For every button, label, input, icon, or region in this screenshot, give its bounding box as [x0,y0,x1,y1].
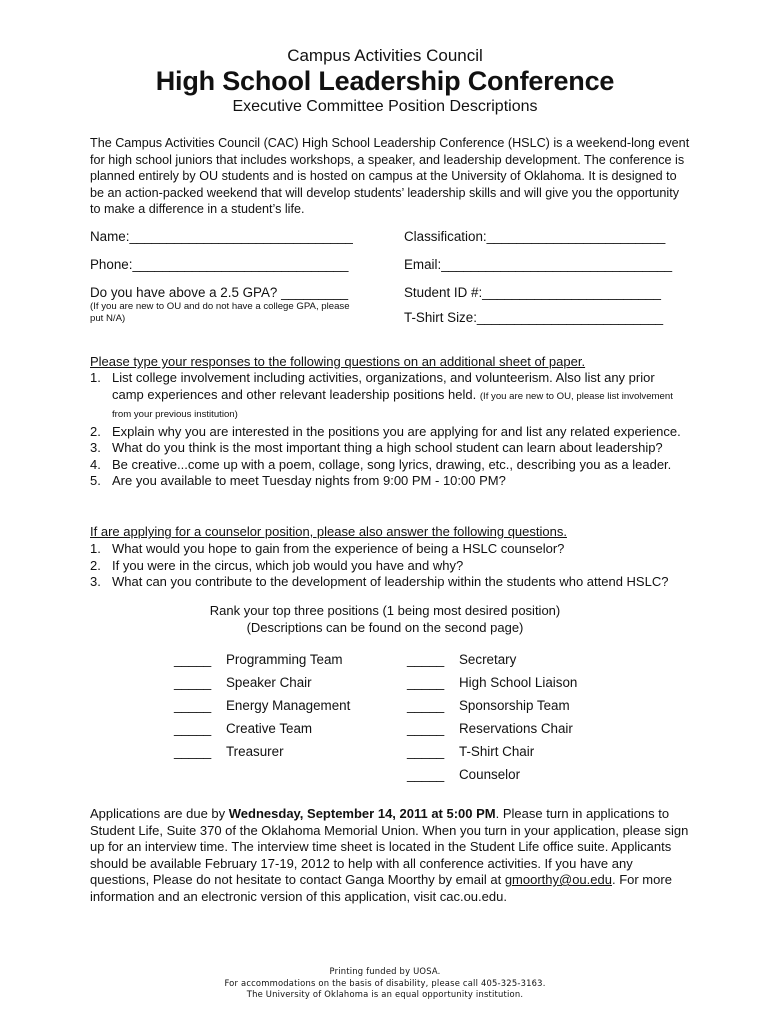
page-subtitle: Executive Committee Position Descriptions [232,98,538,115]
list-item: 2. Explain why you are interested in the positions you are applying for and list any related experience. [90,423,681,439]
list-item: 4. Be creative...come up with a poem, collage, song lyrics, drawing, etc., describing you as a leader. [90,456,672,472]
name-field[interactable]: Name:______________________________ [90,229,353,244]
rank-item-sponsorship-team[interactable]: _____ Sponsorship Team [407,698,570,713]
rank-item-speaker-chair[interactable]: _____ Speaker Chair [174,675,312,690]
rank-item-high-school-liaison[interactable]: _____ High School Liaison [407,675,578,690]
rank-item-treasurer[interactable]: _____ Treasurer [174,744,284,759]
questions-list [90,370,690,490]
council-name: Campus Activities Council [287,46,483,65]
rank-item-tshirt-chair[interactable]: _____ T-Shirt Chair [407,744,535,759]
list-item: 5. Are you available to meet Tuesday nights from 9:00 PM - 10:00 PM? [90,473,506,488]
phone-field[interactable]: Phone:_____________________________ [90,257,349,272]
gpa-field[interactable]: Do you have above a 2.5 GPA? _________ [90,285,349,300]
list-item: 1. List college involvement including activities, organizations, and volunteerism. Also list any prior camp experiences and other relevant leadership positions held. (If you are new to OU, please list involvement from your previous institution) [90,370,673,420]
rank-item-secretary[interactable]: _____ Secretary [407,652,517,667]
rank-item-reservations-chair[interactable]: _____ Reservations Chair [407,721,573,736]
rank-instructions: Rank your top three positions (1 being most desired position) [209,603,561,618]
student-id-field[interactable]: Student ID #:________________________ [404,285,661,300]
deadline-text: Wednesday, September 14, 2011 at 5:00 PM [228,806,496,821]
list-item: 3. What do you think is the most important thing a high school student can learn about leadership? [90,440,663,455]
questions-heading: Please type your responses to the following questions on an additional sheet of paper. [90,354,586,369]
tshirt-size-field[interactable]: T-Shirt Size:_________________________ [404,310,664,325]
counselor-questions-list [90,541,690,591]
footer-printing: Printing funded by UOSA. [329,966,441,976]
gpa-note: (If you are new to OU and do not have a college GPA, please put N/A) [90,301,350,324]
footer [0,966,770,1001]
counselor-heading: If are applying for a counselor position, please also answer the following questions. [90,524,567,539]
applications-paragraph: Applications are due by Wednesday, September 14, 2011 at 5:00 PM. Please turn in applications to Student Life, Suite 370 of the Oklahoma Memorial Union. When you turn in your application, please sign up for an interview time. The interview time sheet is located in the Student Life office suite. Applicants should be available February 17-19, 2012 to help with all conference activities. If you have any questions, Please do not hesitate to contact Ganga Moorthy by email at gmoorthy@ou.edu. For more information and an electronic version of this application, visit cac.ou.edu. [90,806,689,904]
rank-item-energy-management[interactable]: _____ Energy Management [174,698,351,713]
rank-item-counselor[interactable]: _____ Counselor [407,767,521,782]
contact-email-link[interactable]: gmoorthy@ou.edu [504,872,612,887]
rank-item-programming-team[interactable]: _____ Programming Team [174,652,343,667]
list-item: 2. If you were in the circus, which job would you have and why? [90,557,464,573]
email-field[interactable]: Email:_______________________________ [404,257,673,272]
rank-note: (Descriptions can be found on the second page) [246,620,524,635]
rank-item-creative-team[interactable]: _____ Creative Team [174,721,313,736]
list-item: 3. What can you contribute to the development of leadership within the students who attend HSLC? [90,574,669,589]
intro-paragraph: The Campus Activities Council (CAC) High School Leadership Conference (HSLC) is a weekend-long event for high school juniors that includes workshops, a speaker, and leadership development. The conference is planned entirely by OU students and is hosted on campus at the University of Oklahoma. It is designed to be an action-packed weekend that will develop students’ leadership skills and will give you the opportunity to make a difference in a student’s life. [90,136,690,217]
footer-equal-opportunity: The University of Oklahoma is an equal opportunity institution. [246,989,524,999]
classification-field[interactable]: Classification:________________________ [404,229,666,244]
page-title: High School Leadership Conference [155,66,615,96]
list-item: 1. What would you hope to gain from the experience of being a HSLC counselor? [90,541,565,556]
footer-accommodations: For accommodations on the basis of disability, please call 405-325-3163. [224,977,546,988]
